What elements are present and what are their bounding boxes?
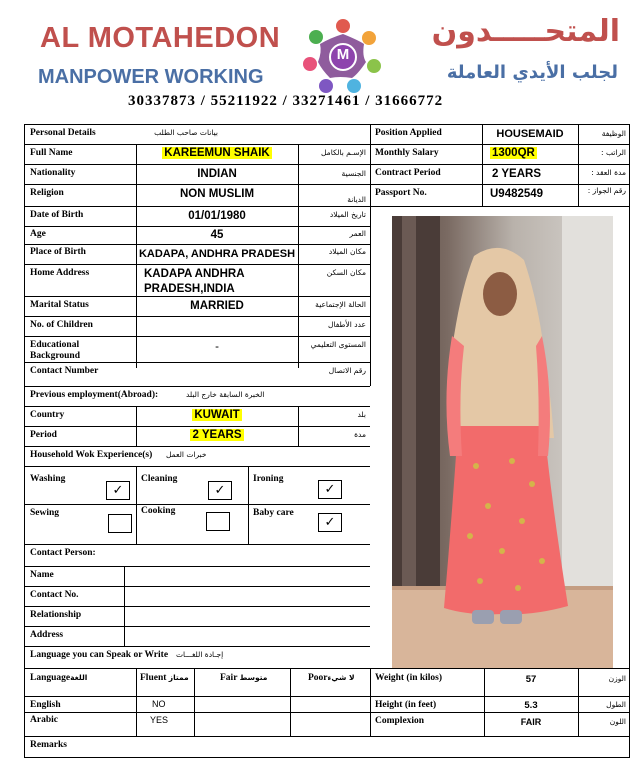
company-tagline-ar: لجلب الأيدي العاملة: [446, 62, 618, 83]
nationality-label: Nationality: [30, 168, 76, 178]
exp-cooking-label: Cooking: [141, 506, 176, 516]
contact-number-label: Contact Number: [30, 366, 99, 376]
children-ar: عدد الأطفال: [328, 320, 366, 329]
monthly-salary-ar: الراتب :: [601, 148, 626, 157]
education-label-2: Background: [30, 351, 80, 361]
address-line2: PRADESH,INDIA: [144, 283, 235, 295]
period-value: 2 YEARS: [192, 429, 242, 441]
position-applied-ar: الوظيفة: [601, 129, 626, 138]
company-name-ar: المتحـــــدون: [431, 14, 620, 49]
company-logo: [296, 12, 390, 96]
country-ar: بلد: [357, 410, 366, 419]
language-section-ar: إجـادة اللغـــات: [176, 650, 224, 659]
company-tagline-en: MANPOWER WORKING: [38, 66, 264, 88]
lang-col-poor-ar: لا شيء: [327, 673, 355, 682]
remarks-label: Remarks: [30, 740, 67, 750]
weight-label: Weight (in kilos): [375, 673, 443, 683]
monthly-salary-label: Monthly Salary: [375, 148, 439, 158]
lang-col-poor-en: Poor: [308, 673, 328, 683]
phone-numbers: 30337873 / 55211922 / 33271461 / 31666772: [128, 93, 444, 109]
period-label: Period: [30, 430, 57, 440]
lang-col-fair-en: Fair: [220, 673, 238, 683]
logo-letter: M: [336, 46, 350, 63]
previous-employment-ar: الخبرة السابقة خارج البلد: [186, 390, 265, 399]
lang-row-english: English: [30, 700, 61, 710]
age-ar: العمر: [349, 229, 366, 238]
position-applied-value: HOUSEMAID: [496, 128, 564, 140]
contact-person-label: Contact Person:: [30, 548, 96, 558]
exp-washing-label: Washing: [30, 474, 66, 484]
pob-value: KADAPA, ANDHRA PRADESH: [138, 248, 296, 260]
country-label: Country: [30, 410, 65, 420]
age-label: Age: [30, 229, 46, 239]
weight-ar: الوزن: [608, 674, 626, 683]
exp-cleaning-label: Cleaning: [141, 474, 178, 484]
previous-employment-label: Previous employment(Abroad):: [30, 390, 159, 400]
religion-value: NON MUSLIM: [179, 188, 255, 200]
country-value: KUWAIT: [194, 409, 240, 421]
contract-period-value: 2 YEARS: [492, 168, 542, 180]
nationality-value: INDIAN: [197, 168, 237, 180]
relationship-label: Relationship: [30, 610, 82, 620]
exp-babycare-label: Baby care: [253, 508, 294, 518]
applicant-photo: [392, 216, 613, 668]
exp-babycare-checkbox[interactable]: ✓: [318, 513, 342, 532]
passport-value: U9482549: [490, 188, 544, 200]
education-ar: المستوى التعليمي: [310, 340, 366, 349]
complexion-value: FAIR: [520, 717, 542, 727]
exp-sewing-checkbox[interactable]: [108, 514, 132, 533]
lang-arabic-fluent: YES: [150, 715, 169, 725]
company-name-en: AL MOTAHEDON: [40, 22, 281, 54]
address-label: Home Address: [30, 268, 90, 278]
personal-details-ar: بيانات صاحب الطلب: [154, 128, 218, 137]
monthly-salary-value: 1300QR: [492, 147, 535, 159]
exp-ironing-label: Ironing: [253, 474, 284, 484]
religion-label: Religion: [30, 188, 64, 198]
lang-col-fluent: [140, 673, 189, 683]
lang-col-fluent-ar: ممتاز: [168, 673, 189, 682]
dob-ar: تاريخ الميلاد: [329, 210, 366, 219]
contract-period-ar: مدة العقد :: [591, 168, 626, 177]
education-label-1: Educational: [30, 340, 80, 350]
complexion-label: Complexion: [375, 716, 425, 726]
exp-washing-checkbox[interactable]: ✓: [106, 481, 130, 500]
full-name-ar: الإسـم بالكامل: [321, 148, 366, 157]
lang-col-language: [30, 673, 87, 683]
language-section-label: Language you can Speak or Write: [30, 650, 169, 660]
experience-ar: خبرات العمل: [166, 450, 207, 459]
marital-label: Marital Status: [30, 300, 89, 310]
position-applied-label: Position Applied: [375, 128, 442, 138]
lang-english-fluent: NO: [152, 699, 166, 709]
contact-address-label: Address: [30, 630, 64, 640]
pob-ar: مكان الميلاد: [328, 247, 366, 256]
contract-period-label: Contract Period: [375, 168, 441, 178]
address-line1: KADAPA ANDHRA: [144, 268, 245, 280]
complexion-ar: اللون: [609, 717, 626, 726]
education-value: -: [215, 341, 219, 353]
children-label: No. of Children: [30, 320, 93, 330]
lang-col-language-ar: اللغة: [70, 673, 88, 682]
height-label: Height (in feet): [375, 700, 437, 710]
exp-cooking-checkbox[interactable]: [206, 512, 230, 531]
lang-col-poor: [308, 673, 355, 683]
marital-value: MARRIED: [190, 300, 244, 312]
exp-sewing-label: Sewing: [30, 508, 60, 518]
exp-ironing-checkbox[interactable]: ✓: [318, 480, 342, 499]
religion-ar: الديانة: [347, 195, 366, 204]
dob-label: Date of Birth: [30, 210, 84, 220]
exp-cleaning-checkbox[interactable]: ✓: [208, 481, 232, 500]
marital-ar: الحالة الإجتماعية: [315, 300, 366, 309]
lang-row-arabic: Arabic: [30, 715, 58, 725]
height-value: 5.3: [524, 700, 538, 711]
experience-label: Household Wok Experience(s): [30, 450, 153, 460]
passport-label: Passport No.: [375, 188, 427, 198]
address-ar: مكان السكن: [326, 268, 366, 277]
period-ar: مدة: [354, 430, 366, 439]
lang-col-fair-ar: متوسط: [239, 673, 268, 682]
lang-col-language-en: Language: [30, 673, 71, 683]
dob-value: 01/01/1980: [188, 210, 246, 222]
lang-col-fluent-en: Fluent: [140, 673, 167, 683]
contact-name-label: Name: [30, 570, 54, 580]
full-name-label: Full Name: [30, 148, 73, 158]
pob-label: Place of Birth: [30, 247, 86, 257]
nationality-ar: الجنسية: [341, 169, 366, 178]
weight-value: 57: [525, 674, 537, 685]
passport-ar: رقم الجواز :: [587, 186, 626, 195]
contact-no-label: Contact No.: [30, 590, 79, 600]
age-value: 45: [210, 229, 224, 241]
lang-col-fair: [220, 673, 267, 683]
contact-number-ar: رقم الاتصال: [328, 366, 366, 375]
height-ar: الطول: [606, 700, 626, 709]
personal-details-label: Personal Details: [30, 128, 96, 138]
full-name-value: KAREEMUN SHAIK: [164, 147, 270, 159]
